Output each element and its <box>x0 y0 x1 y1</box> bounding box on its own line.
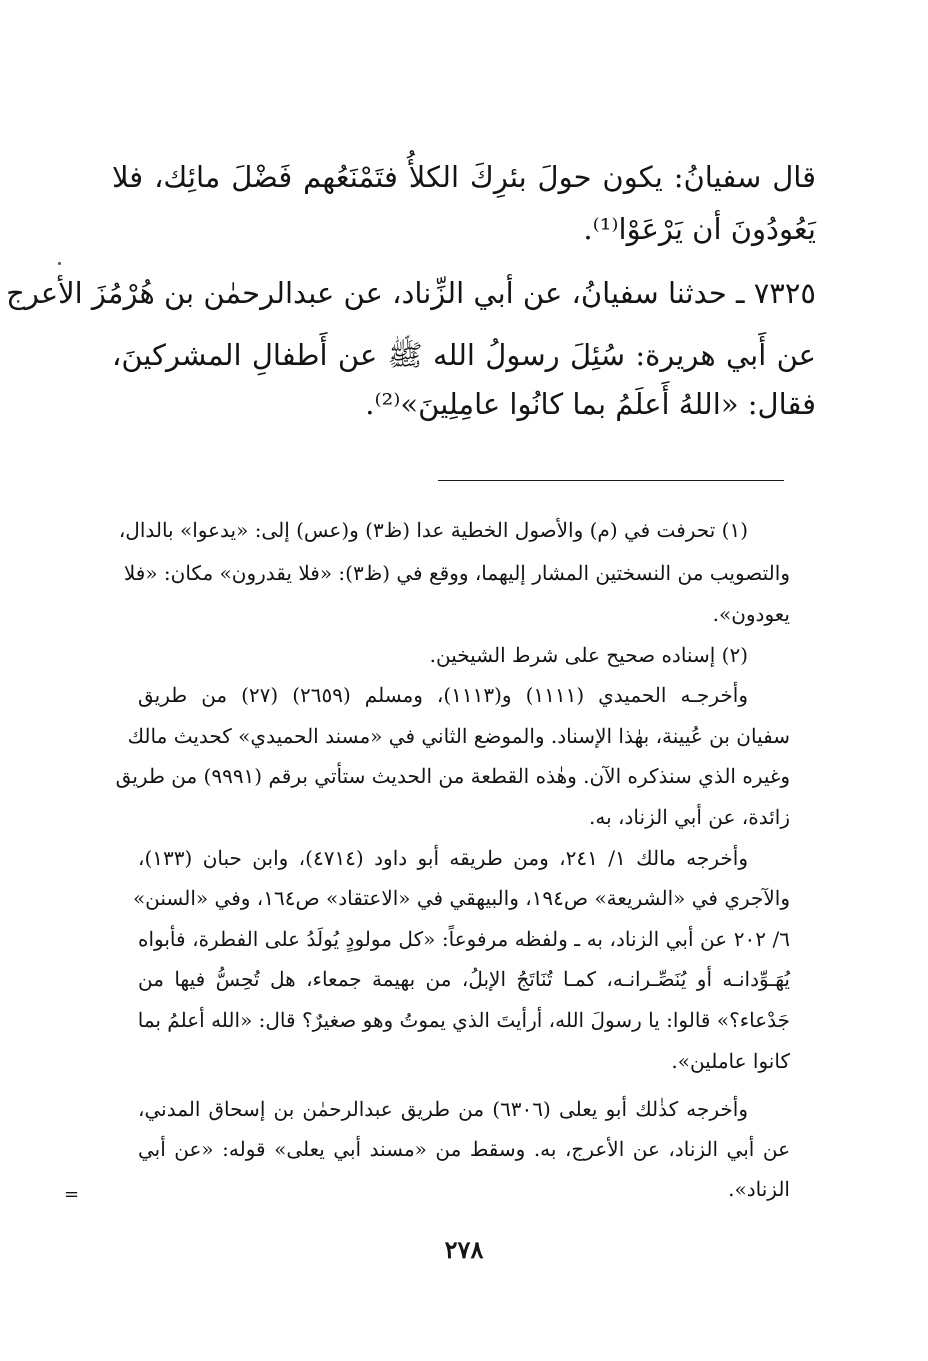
hadith-7325-line-2: عن أَبي هريرة: سُئِلَ رسولُ الله ﷺ عن أَطفالِ المشركينَ، <box>112 338 816 372</box>
footnote-line: وأخرجـه الحميدي (١١١١) و(١١١٣)، ومسلم (٢٦٥٩) (٢٧) من طريق <box>138 683 749 707</box>
footnote-line: يعودون». <box>712 602 790 626</box>
footnote-line: يُهَـوِّدانـه أو يُنَصِّـرانـه، كمـا تُنَاتَجُ الإبلُ، من بهيمة جمعاء، هل تُحِسُّ فيها من <box>138 967 790 991</box>
footnote-line: جَدْعاء؟» قالوا: يا رسولَ الله، أرأيتَ الذي يموتُ وهو صغيرٌ؟ قال: «الله أعلمُ بما <box>137 1008 790 1032</box>
main-text-line-1: قال سفيانُ: يكون حولَ بئرِكَ الكلأُ فتَمْنَعُهم فَضْلَ مائِك، فلا <box>112 160 816 194</box>
footnote-line: زائدة، عن أبي الزناد، به. <box>589 805 790 829</box>
footnote-line: وأخرجه مالك ١/ ٢٤١، ومن طريقه أبو داود (٤٧١٤)، وابن حبان (١٣٣)، <box>138 846 749 870</box>
continuation-mark: = <box>64 1184 80 1205</box>
footnote-line: والتصويب من النسختين المشار إليهما، ووقع في (ظ٣): «فلا يقدرون» مكان: «فلا <box>123 561 790 585</box>
hadith-7325-line-1: ٧٣٢٥ ـ حدثنا سفيانُ، عن أبي الزِّناد، عن عبدالرحمٰن بن هُرْمُزَ الأعرج <box>6 276 816 310</box>
footnote-line: وغيره الذي سنذكره الآن. وهٰذه القطعة من الحديث ستأتي برقم (٩٩٩١) من طريق <box>115 764 790 788</box>
footnote-line: ٦/ ٢٠٢ عن أبي الزناد، به ـ ولفظه مرفوعاً: «كل مولودٍ يُولَدُ على الفطرة، فأبواه <box>138 927 790 951</box>
footnote-line: (١) تحرفت في (م) والأصول الخطية عدا (ظ٣) و(عس) إلى: «يدعوا» بالدال، <box>118 518 748 542</box>
footnote-line: الزناد». <box>728 1177 790 1201</box>
margin-mark <box>58 262 61 265</box>
footnote-line: والآجري في «الشريعة» ص١٩٤، والبيهقي في «الاعتقاد» ص١٦٤، وفي «السنن» <box>132 886 790 910</box>
footnote-line: عن أبي الزناد، عن الأعرج، به. وسقط من «مسند أبي يعلى» قوله: «عن أبي <box>138 1137 790 1161</box>
footnote-line: وأخرجه كذٰلك أبو يعلى (٦٣٠٦) من طريق عبدالرحمٰن بن إسحاق المدني، <box>138 1097 748 1121</box>
hadith-7325-line-3: فقال: «اللهُ أَعلَمُ بما كانُوا عامِلِينَ»⁽²⁾. <box>365 387 816 421</box>
footnote-line: (٢) إسناده صحيح على شرط الشيخين. <box>429 643 748 667</box>
page-number: ٢٧٨ <box>444 1235 484 1264</box>
footnote-line: سفيان بن عُيينة، بهٰذا الإسناد. والموضع الثاني في «مسند الحميدي» كحديث مالك <box>127 724 790 748</box>
footnote-separator <box>438 480 784 481</box>
footnote-line: كانوا عاملين». <box>671 1049 790 1073</box>
main-text-line-2: يَعُودُونَ أن يَرْعَوْا⁽¹⁾. <box>583 212 816 246</box>
